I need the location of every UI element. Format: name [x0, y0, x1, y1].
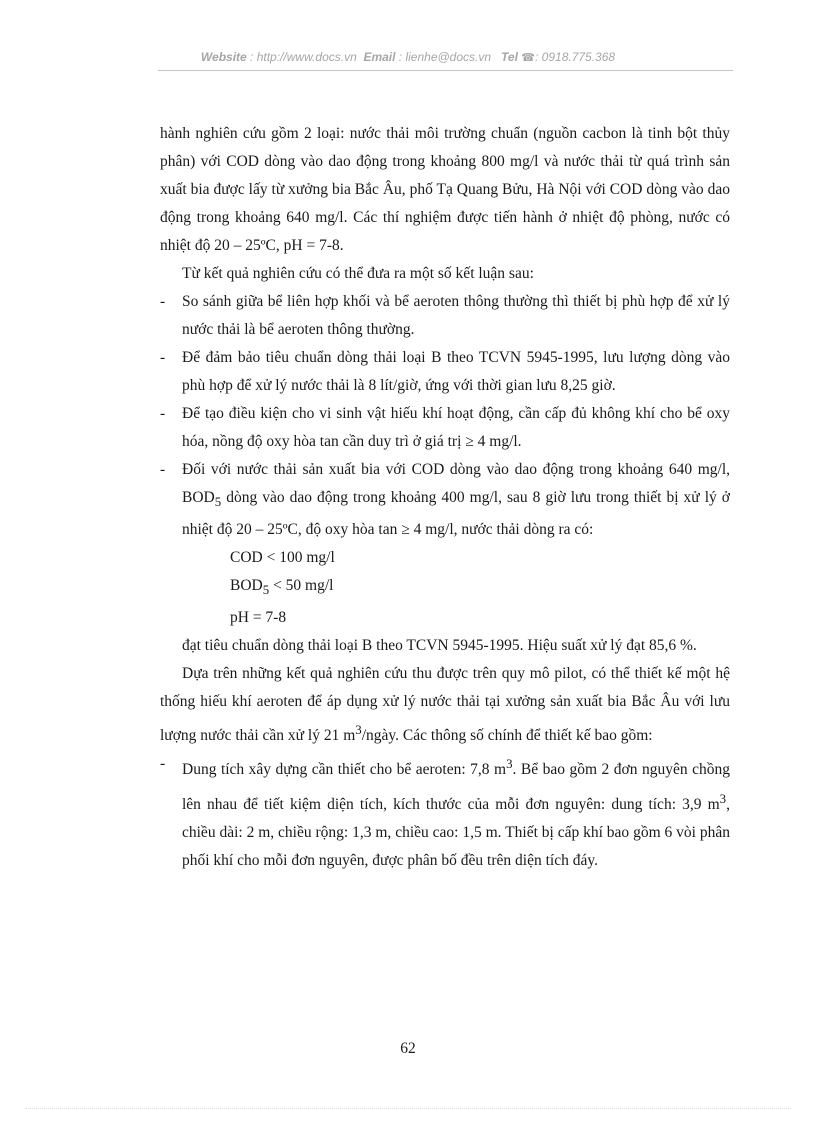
- footer-divider: [25, 1108, 791, 1109]
- list-item-2: [160, 344, 730, 400]
- list-item-1: [160, 288, 730, 344]
- page-number: 62: [400, 1040, 416, 1057]
- tel-label: Tel: [501, 50, 518, 64]
- paragraph-2: Từ kết quả nghiên cứu có thể đưa ra một số kết luận sau:: [182, 265, 534, 282]
- list-dash: -: [160, 293, 166, 310]
- condition-bod-value: < 50 mg/l: [269, 577, 334, 595]
- email-label: Email: [363, 50, 396, 64]
- superscript: 3: [719, 790, 727, 806]
- paragraph-4-text: Dựa trên những kết quả nghiên cứu thu được trên quy mô pilot, có thể thiết kế một hệ thống hiếu khí aeroten để áp dụng xử lý nước thải tại xưởng sản xuất bia Bắc Âu với lưu lượng nước thải cần xử lý 21 m: [160, 665, 730, 745]
- condition-bod-label: BOD: [230, 577, 263, 595]
- list-item-text-cont: . Bể bao gồm 2 đơn nguyên chồng lên nhau để tiết kiệm diện tích, kích thước của mỗi đơn nguyên: dung tích: 3,9 m: [182, 761, 730, 813]
- subscript: 5: [214, 494, 222, 510]
- paragraph-3: đạt tiêu chuẩn dòng thải loại B theo TCVN 5945-1995. Hiệu suất xử lý đạt 85,6 %.: [182, 637, 697, 655]
- website-label: Website: [200, 50, 247, 64]
- phone-icon: ☎: [521, 52, 535, 64]
- list-dash: -: [160, 461, 166, 478]
- condition-ph: pH = 7-8: [230, 609, 287, 627]
- header-divider: [158, 70, 733, 71]
- list-item-text-end: , chiều dài: 2 m, chiều rộng: 1,3 m, chiều cao: 1,5 m. Thiết bị cấp khí bao gồm 6 vòi phân phối khí cho mỗi đơn nguyên, được phân bố đều trên diện tích đáy.: [182, 795, 730, 869]
- page-body: [160, 120, 730, 875]
- list-item-text: So sánh giữa bể liên hợp khối và bể aeroten thông thường thì thiết bị phù hợp để xử lý nước thải là bể aeroten thông thường.: [182, 293, 730, 338]
- paragraph-4: [160, 660, 730, 750]
- email-address[interactable]: : lienhe@docs.vn: [398, 50, 492, 64]
- list-item-4: [160, 456, 730, 544]
- page-header: [0, 50, 816, 64]
- paragraph-4-text-cont: /ngày. Các thông số chính để thiết kế bao gồm:: [361, 727, 653, 745]
- list-item-3: [160, 400, 730, 456]
- list-item-text: Đối với nước thải sản xuất bia với COD dòng vào dao động trong khoảng 640 mg/l, BOD: [182, 461, 730, 506]
- subscript: 5: [262, 582, 270, 598]
- condition-bod: [230, 572, 730, 604]
- list-dash: -: [160, 405, 166, 422]
- list-item-text-cont: dòng vào dao động trong khoảng 400 mg/l, sau 8 giờ lưu trong thiết bị xử lý ở nhiệt độ 20 – 25ºC, độ oxy hòa tan ≥ 4 mg/l, nước thải dòng ra có:: [182, 489, 730, 539]
- condition-cod: COD < 100 mg/l: [230, 549, 335, 567]
- superscript: 3: [506, 756, 513, 772]
- paragraph-1: hành nghiên cứu gồm 2 loại: nước thải môi trường chuẩn (nguồn cacbon là tinh bột thủy phân) với COD dòng vào dao động trong khoảng 800 mg/l và nước thải từ quá trình sản xuất bia được lấy từ xưởng bia Bắc Âu, phố Tạ Quang Bửu, Hà Nội với COD dòng vào dao động trong khoảng 640 mg/l. Các thí nghiệm được tiến hành ở nhiệt độ phòng, nước có nhiệt độ 20 – 25ºC, pH = 7-8.: [160, 125, 730, 254]
- list-item-text: Để tạo điều kiện cho vi sinh vật hiếu khí hoạt động, cần cấp đủ không khí cho bể oxy hóa, nồng độ oxy hòa tan cần duy trì ở giá trị ≥ 4 mg/l.: [182, 405, 730, 450]
- tel-number: : 0918.775.368: [535, 50, 616, 64]
- list-item-5: [160, 750, 730, 874]
- superscript: 3: [355, 722, 362, 738]
- list-dash: -: [160, 349, 166, 366]
- website-url[interactable]: : http://www.docs.vn: [250, 50, 357, 64]
- list-item-text: Để đảm bảo tiêu chuẩn dòng thải loại B theo TCVN 5945-1995, lưu lượng dòng vào phù hợp để xử lý nước thải là 8 lít/giờ, ứng với thời gian lưu 8,25 giờ.: [182, 349, 730, 394]
- list-dash: -: [160, 755, 166, 773]
- list-item-text: Dung tích xây dựng cần thiết cho bể aeroten: 7,8 m: [182, 761, 507, 779]
